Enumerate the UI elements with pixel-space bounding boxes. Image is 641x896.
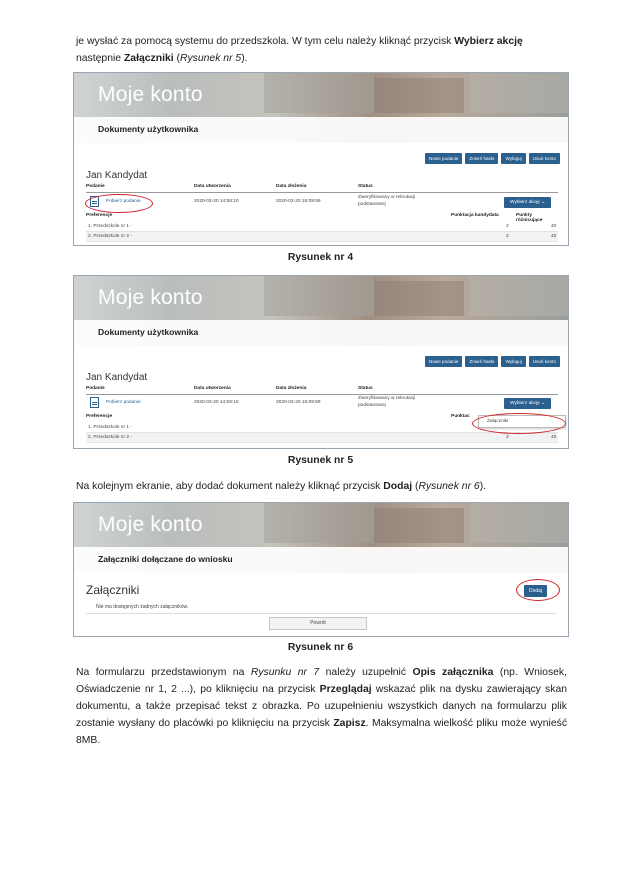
table-row — [86, 396, 558, 412]
pdf-icon — [90, 397, 99, 408]
account-banner — [74, 276, 568, 346]
intro-text-2: następnie — [76, 53, 124, 64]
mid-text: Na kolejnym ekranie, aby dodać dokument należy kliknąć przycisk — [76, 481, 384, 492]
caption-figure-5: Rysunek nr 5 — [287, 455, 354, 466]
intro-paren-open: ( — [173, 53, 180, 64]
documents-table-header — [86, 386, 558, 395]
download-application-link[interactable]: Pobierz podanie — [106, 400, 141, 405]
pref-diff: 40 — [551, 435, 557, 440]
pref-col-name: Preferencje — [86, 213, 113, 218]
account-banner — [74, 73, 568, 143]
created-date: 2020-03-20 14:58:10 — [194, 400, 239, 405]
user-name: Jan Kandydat — [86, 170, 148, 181]
choose-action-button[interactable] — [504, 398, 551, 409]
final-figure-ref: Rysunku nr 7 — [250, 667, 320, 678]
status-line-1: Zweryfikowany w rekrutacji — [358, 396, 416, 401]
status-line-2: podstawowej — [358, 403, 386, 408]
col-created: Data utworzenia — [194, 184, 231, 189]
delete-account-button[interactable]: Usuń konto — [529, 356, 560, 367]
highlight-oval — [516, 579, 560, 601]
pref-col-diff: Punkty różnicujące — [516, 213, 543, 223]
pref-points: 2 — [506, 435, 509, 440]
download-application-link[interactable]: Pobierz podanie — [106, 199, 141, 204]
final-text-4: wskazać plik na dysku zawierający skan dokumentu, a także przepisać tekst z obrazka. Po uzupełnieniu wszystkich danych na formularzu plik zostanie wysłany do placówki po kliknięciu na przycisk — [76, 684, 567, 729]
status-line-2: podstawowej — [358, 202, 386, 207]
chevron-down-icon: ⌄ — [541, 200, 546, 205]
intro-paren-close: ). — [241, 53, 248, 64]
list-item — [86, 232, 558, 242]
choose-action-label: Wybierz akcję — [510, 401, 540, 406]
divider — [86, 613, 556, 614]
new-application-button[interactable]: Nowe podanie — [425, 153, 462, 164]
col-status: Status — [358, 386, 373, 391]
logout-button[interactable]: Wyloguj — [501, 153, 525, 164]
final-text-1: Na formularzu przedstawionym na — [76, 667, 251, 678]
documents-subtitle: Dokumenty użytkownika — [98, 124, 199, 134]
intro-bold-attachments: Załączniki — [123, 53, 174, 64]
pref-col-points: Punktac — [451, 414, 470, 419]
account-title: Moje konto — [98, 513, 203, 536]
col-submitted: Data złożenia — [276, 184, 307, 189]
col-submitted: Data złożenia — [276, 386, 307, 391]
back-button[interactable]: Powrót — [269, 617, 367, 630]
highlight-oval — [472, 413, 566, 434]
final-text-3: (np. Wniosek, Oświadczenie nr 1, 2 ...), po kliknięciu na przycisk — [76, 667, 568, 695]
pref-name: 1. Przedszkole nr 1 - — [88, 224, 132, 229]
account-title: Moje konto — [98, 286, 203, 309]
pref-diff: 40 — [551, 234, 557, 239]
col-application: Podanie — [86, 386, 105, 391]
choose-action-label: Wybierz akcję — [510, 200, 540, 205]
no-attachments-text: Nie ma dostępnych żadnych załączników. — [96, 604, 189, 610]
final-bold-description: Opis załącznika — [412, 667, 494, 678]
account-actions — [425, 153, 560, 164]
pref-points: 2 — [506, 234, 509, 239]
mid-bold-add: Dodaj — [383, 481, 413, 492]
final-text-2: należy uzupełnić — [319, 667, 413, 678]
choose-action-button[interactable] — [504, 197, 551, 208]
logout-button[interactable]: Wyloguj — [501, 356, 525, 367]
intro-bold-action: Wybierz akcję — [454, 36, 523, 47]
col-application: Podanie — [86, 184, 105, 189]
screenshot-figure-6 — [73, 502, 569, 637]
col-created: Data utworzenia — [194, 386, 231, 391]
mid-figure-ref: Rysunek nr 6 — [418, 481, 480, 492]
pref-col-points: Punktacja kandydata — [451, 213, 499, 218]
pref-points: 2 — [506, 224, 509, 229]
screenshot-figure-5 — [73, 275, 569, 449]
pref-col-name: Preferencje — [86, 414, 113, 419]
change-password-button[interactable]: Zmień hasło — [465, 356, 498, 367]
delete-account-button[interactable]: Usuń konto — [529, 153, 560, 164]
new-application-button[interactable]: Nowe podanie — [425, 356, 462, 367]
highlight-oval — [85, 194, 153, 213]
caption-figure-4: Rysunek nr 4 — [287, 252, 354, 263]
intro-figure-ref: Rysunek nr 5 — [179, 53, 242, 64]
attachments-heading: Załączniki — [86, 583, 140, 597]
mid-paren-open: ( — [412, 481, 419, 492]
documents-subtitle: Dokumenty użytkownika — [98, 327, 199, 337]
final-bold-browse: Przeglądaj — [319, 684, 372, 695]
col-status: Status — [358, 184, 373, 189]
submitted-date: 2020-03-20 15:09:59 — [276, 199, 321, 204]
created-date: 2020-03-20 14:58:10 — [194, 199, 239, 204]
intro-text: je wysłać za pomocą systemu do przedszkola. W tym celu należy kliknąć przycisk — [76, 36, 455, 47]
chevron-down-icon: ⌄ — [541, 401, 546, 406]
intro-paragraph — [76, 33, 567, 67]
add-button[interactable]: Dodaj — [524, 585, 547, 597]
mid-paragraph — [76, 478, 567, 495]
pref-diff: 40 — [551, 224, 557, 229]
user-name: Jan Kandydat — [86, 372, 148, 383]
change-password-button[interactable]: Zmień hasło — [465, 153, 498, 164]
account-title: Moje konto — [98, 83, 203, 106]
mid-paren-close: ). — [479, 481, 487, 492]
status-line-1: Zweryfikowany w rekrutacji — [358, 195, 416, 200]
pref-name: 1. Przedszkole nr 1 - — [88, 425, 132, 430]
list-item — [86, 222, 558, 232]
documents-table-header — [86, 184, 558, 193]
list-item — [86, 433, 558, 443]
screenshot-figure-4 — [73, 72, 569, 246]
caption-figure-6: Rysunek nr 6 — [287, 642, 354, 653]
account-banner — [74, 503, 568, 573]
attachments-subtitle: Załączniki dołączane do wniosku — [98, 554, 233, 564]
pref-name: 2. Przedszkole nr 2 - — [88, 234, 132, 239]
table-row — [86, 195, 558, 211]
attachments-menu-label: Załączniki — [487, 419, 509, 424]
final-bold-save: Zapisz — [333, 718, 366, 729]
final-text-5: . Maksymalna wielkość pliku może wynieść 8MB. — [76, 718, 568, 746]
pref-name: 2. Przedszkole nr 2 - — [88, 435, 132, 440]
final-paragraph — [76, 664, 567, 749]
submitted-date: 2020-03-20 15:09:59 — [276, 400, 321, 405]
account-actions — [425, 356, 560, 367]
